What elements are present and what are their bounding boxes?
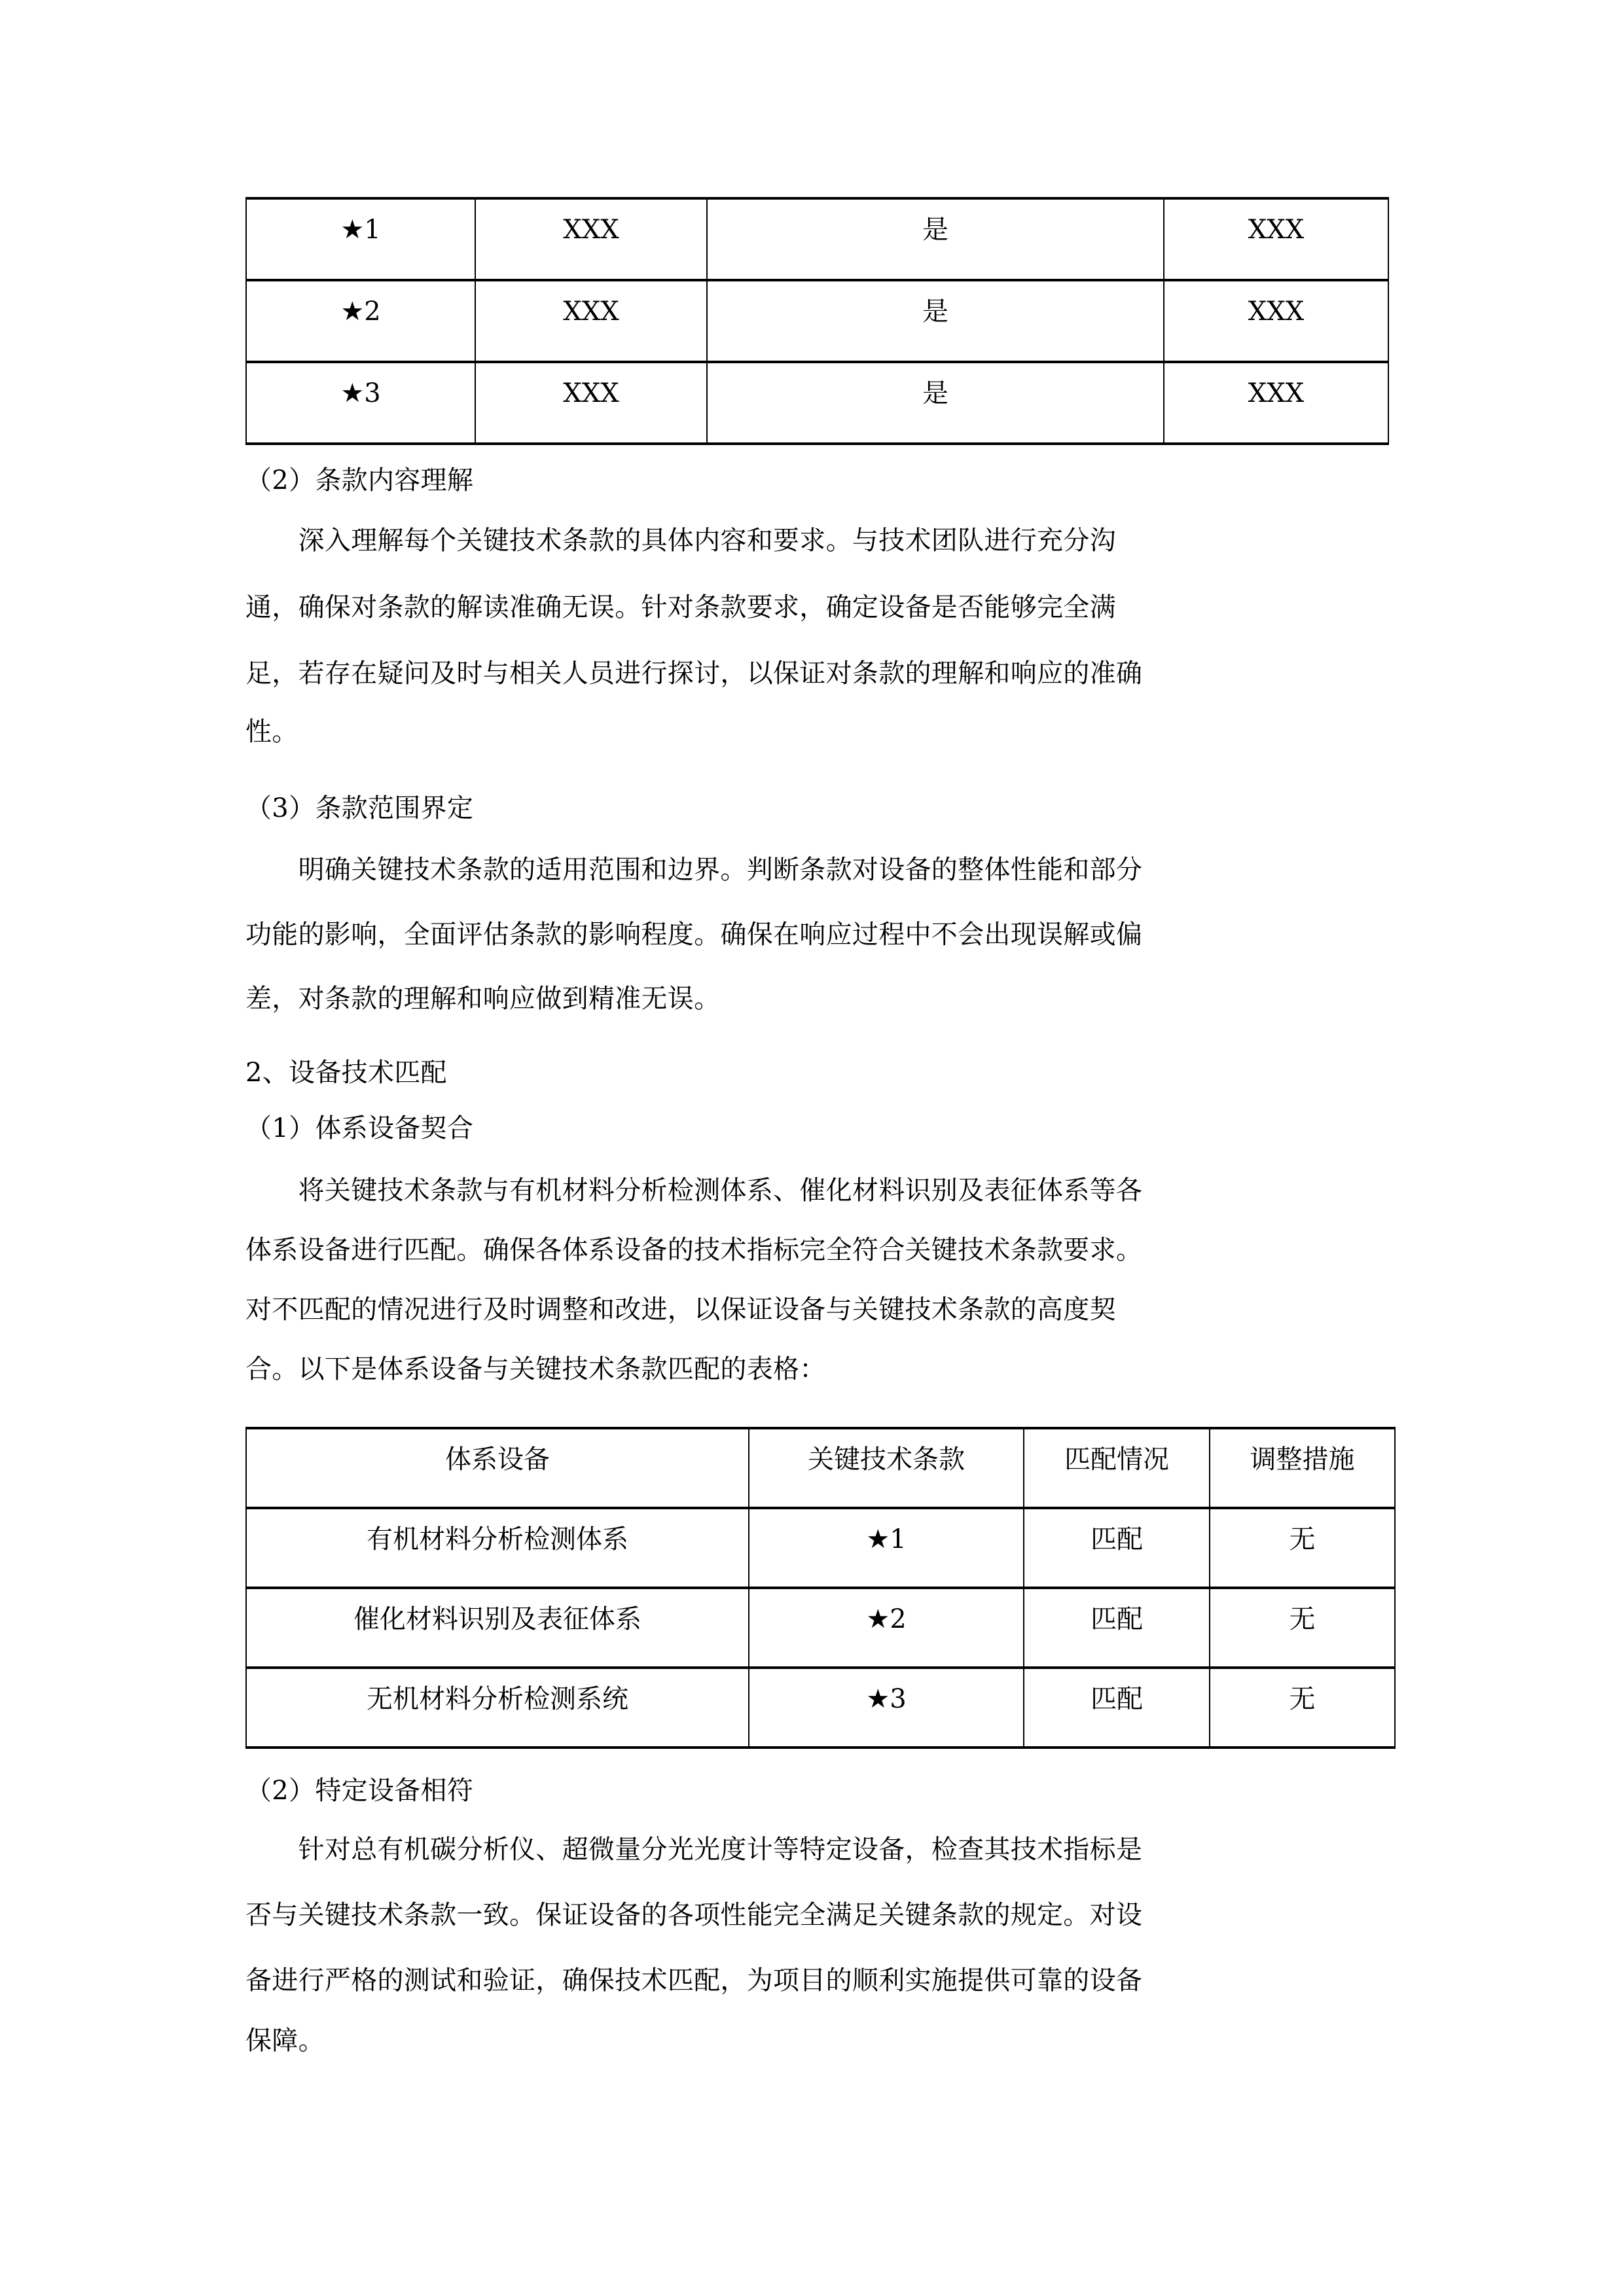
paragraph-line: 针对总有机碳分析仪、超微量分光光度计等特定设备，检查其技术指标是 [245,1835,1143,1865]
clause-response-table [245,197,1389,445]
equipment-match-table [245,1427,1396,1749]
response-cell: 是 [707,198,1164,280]
table-row [246,1668,1395,1748]
paragraph-line: 将关键技术条款与有机材料分析检测体系、催化材料识别及表征体系等各 [245,1175,1143,1206]
section-heading-equipment-match: 2、设备技术匹配 [245,1058,447,1088]
system-cell: 无机材料分析检测系统 [246,1668,749,1748]
table-row [246,1588,1395,1668]
paragraph-line: 否与关键技术条款一致。保证设备的各项性能完全满足关键条款的规定。对设 [245,1900,1143,1930]
clause-cell: ★1 [749,1508,1024,1588]
paragraph-line: 足，若存在疑问及时与相关人员进行探讨，以保证对条款的理解和响应的准确 [245,658,1143,689]
paragraph-line: 对不匹配的情况进行及时调整和改进，以保证设备与关键技术条款的高度契 [245,1295,1116,1325]
clause-number-cell: ★1 [246,198,475,280]
header-clause: 关键技术条款 [749,1428,1024,1508]
table-row [246,198,1388,280]
clause-content-cell: XXX [475,280,707,362]
paragraph-line: 体系设备进行匹配。确保各体系设备的技术指标完全符合关键技术条款要求。 [245,1235,1143,1265]
section-heading-clause-scope: （3）条款范围界定 [245,793,474,823]
subsection-heading-specific-equipment: （2）特定设备相符 [245,1776,474,1806]
note-cell: XXX [1164,280,1388,362]
clause-content-cell: XXX [475,198,707,280]
response-cell: 是 [707,280,1164,362]
header-system: 体系设备 [246,1428,749,1508]
system-cell: 催化材料识别及表征体系 [246,1588,749,1668]
paragraph-line: 备进行严格的测试和验证，确保技术匹配，为项目的顺利实施提供可靠的设备 [245,1965,1143,1996]
clause-number-cell: ★2 [246,280,475,362]
table-row [246,280,1388,362]
paragraph-line: 深入理解每个关键技术条款的具体内容和要求。与技术团队进行充分沟 [245,526,1116,556]
clause-number-cell: ★3 [246,362,475,444]
note-cell: XXX [1164,362,1388,444]
action-cell: 无 [1210,1668,1395,1748]
table-row [246,1508,1395,1588]
system-cell: 有机材料分析检测体系 [246,1508,749,1588]
paragraph-line: 功能的影响，全面评估条款的影响程度。确保在响应过程中不会出现误解或偏 [245,920,1143,950]
paragraph-line: 通，确保对条款的解读准确无误。针对条款要求，确定设备是否能够完全满 [245,592,1116,622]
clause-content-cell: XXX [475,362,707,444]
table-row [246,362,1388,444]
paragraph-line: 明确关键技术条款的适用范围和边界。判断条款对设备的整体性能和部分 [245,855,1143,885]
clause-cell: ★3 [749,1668,1024,1748]
action-cell: 无 [1210,1508,1395,1588]
note-cell: XXX [1164,198,1388,280]
action-cell: 无 [1210,1588,1395,1668]
paragraph-line: 差，对条款的理解和响应做到精准无误。 [245,984,721,1014]
header-action: 调整措施 [1210,1428,1395,1508]
clause-cell: ★2 [749,1588,1024,1668]
response-cell: 是 [707,362,1164,444]
paragraph-line: 保障。 [245,2026,325,2056]
match-cell: 匹配 [1024,1668,1210,1748]
match-cell: 匹配 [1024,1588,1210,1668]
subsection-heading-system-fit: （1）体系设备契合 [245,1113,474,1143]
table-header-row [246,1428,1395,1508]
paragraph-line: 性。 [245,717,298,747]
header-match: 匹配情况 [1024,1428,1210,1508]
section-heading-clause-understanding: （2）条款内容理解 [245,465,474,495]
match-cell: 匹配 [1024,1508,1210,1588]
paragraph-line: 合。以下是体系设备与关键技术条款匹配的表格： [245,1354,826,1384]
